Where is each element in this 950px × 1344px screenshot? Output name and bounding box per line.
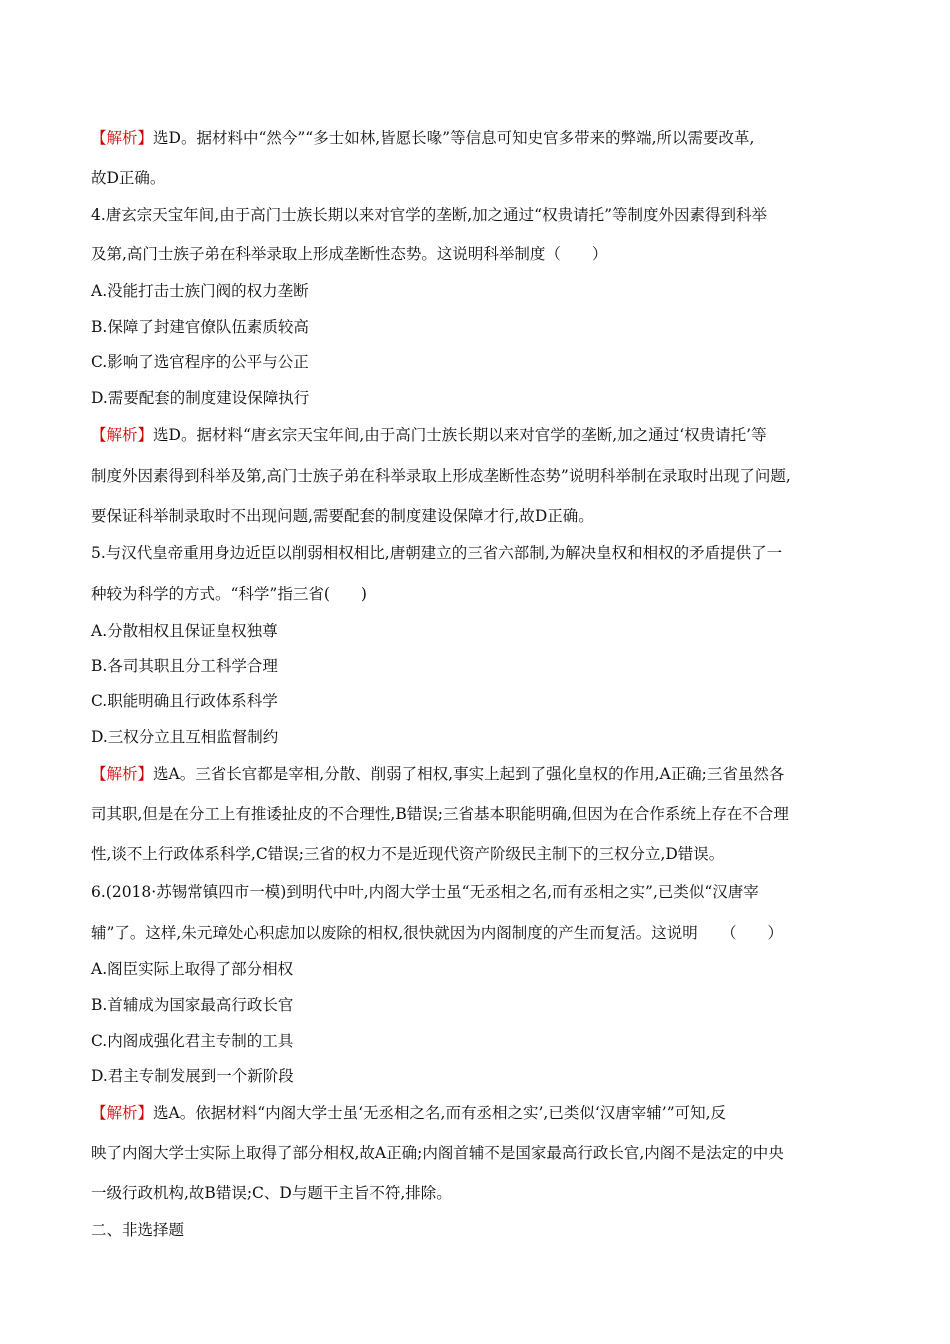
q4-stem-line-2: 及第,高门士族子弟在科举录取上形成垄断性态势。这说明科举制度（ ） [91,245,608,263]
q6-option-c: C.内阁成强化君主专制的工具 [91,1032,294,1050]
q6-option-b: B.首辅成为国家最高行政长官 [91,996,294,1014]
q5-option-b: B.各司其职且分工科学合理 [91,657,278,675]
q6-stem-line-2: 辅”了。这样,朱元璋处心积虑加以废除的相权,很快就因为内阁制度的产生而复活。这说明 （ ） [91,924,784,942]
q6-analysis-line-1: 【解析】选A。依据材料“内阁大学士虽‘无丞相之名,而有丞相之实’,已类似‘汉唐宰辅’”可知,反 [91,1104,727,1122]
q5-stem-line-2: 种较为科学的方式。“科学”指三省( ) [91,585,367,603]
q5-stem-line-1: 5.与汉代皇帝重用身边近臣以削弱相权相比,唐朝建立的三省六部制,为解决皇权和相权的矛盾提供了一 [91,544,783,562]
q5-option-c: C.职能明确且行政体系科学 [91,692,278,710]
q4-option-a: A.没能打击士族门阀的权力垄断 [91,282,309,300]
analysis-tag: 【解析】 [91,426,154,444]
q5-analysis-line-1: 【解析】选A。三省长官都是宰相,分散、削弱了相权,事实上起到了强化皇权的作用,A正确;三省虽然各 [91,765,785,783]
q4-stem-line-1: 4.唐玄宗天宝年间,由于高门士族长期以来对官学的垄断,加之通过“权贵请托”等制度外因素得到科举 [91,206,767,224]
q4-analysis-line-2: 制度外因素得到科举及第,高门士族子弟在科举录取上形成垄断性态势”说明科举制在录取时出现了问题, [91,467,791,485]
q4-analysis-line-1: 【解析】选D。据材料“唐玄宗天宝年间,由于高门士族长期以来对官学的垄断,加之通过‘权贵请托’等 [91,426,767,444]
q5-option-d: D.三权分立且互相监督制约 [91,728,279,746]
q5-analysis-line-2: 司其职,但是在分工上有推诿扯皮的不合理性,B错误;三省基本职能明确,但因为在合作系统上存在不合理 [91,805,789,823]
q4-option-c: C.影响了选官程序的公平与公正 [91,353,309,371]
analysis-tag: 【解析】 [91,1104,154,1122]
q6-stem-line-1: 6.(2018·苏锡常镇四市一模)到明代中叶,内阁大学士虽“无丞相之名,而有丞相之实”,已类似“汉唐宰 [91,883,759,901]
section-heading: 二、非选择题 [91,1221,185,1239]
q3-analysis-line-2: 故D正确。 [91,169,166,187]
q6-analysis-line-2: 映了内阁大学士实际上取得了部分相权,故A正确;内阁首辅不是国家最高行政长官,内阁不是法定的中央 [91,1144,784,1162]
analysis-tag: 【解析】 [91,765,154,783]
q6-option-a: A.阁臣实际上取得了部分相权 [91,960,294,978]
q4-analysis-line-3: 要保证科举制录取时不出现问题,需要配套的制度建设保障才行,故D正确。 [91,507,594,525]
q4-option-b: B.保障了封建官僚队伍素质较高 [91,318,309,336]
q6-option-d: D.君主专制发展到一个新阶段 [91,1067,294,1085]
q3-analysis-line-1: 【解析】选D。据材料中“然今”“多士如林,皆愿长喙”等信息可知史官多带来的弊端,所以需要改革, [91,129,755,147]
q6-analysis-line-3: 一级行政机构,故B错误;C、D与题干主旨不符,排除。 [91,1184,452,1202]
q4-option-d: D.需要配套的制度建设保障执行 [91,389,310,407]
analysis-tag: 【解析】 [91,129,154,147]
q5-analysis-line-3: 性,谈不上行政体系科学,C错误;三省的权力不是近现代资产阶级民主制下的三权分立,D错误。 [91,845,725,863]
q5-option-a: A.分散相权且保证皇权独尊 [91,622,278,640]
